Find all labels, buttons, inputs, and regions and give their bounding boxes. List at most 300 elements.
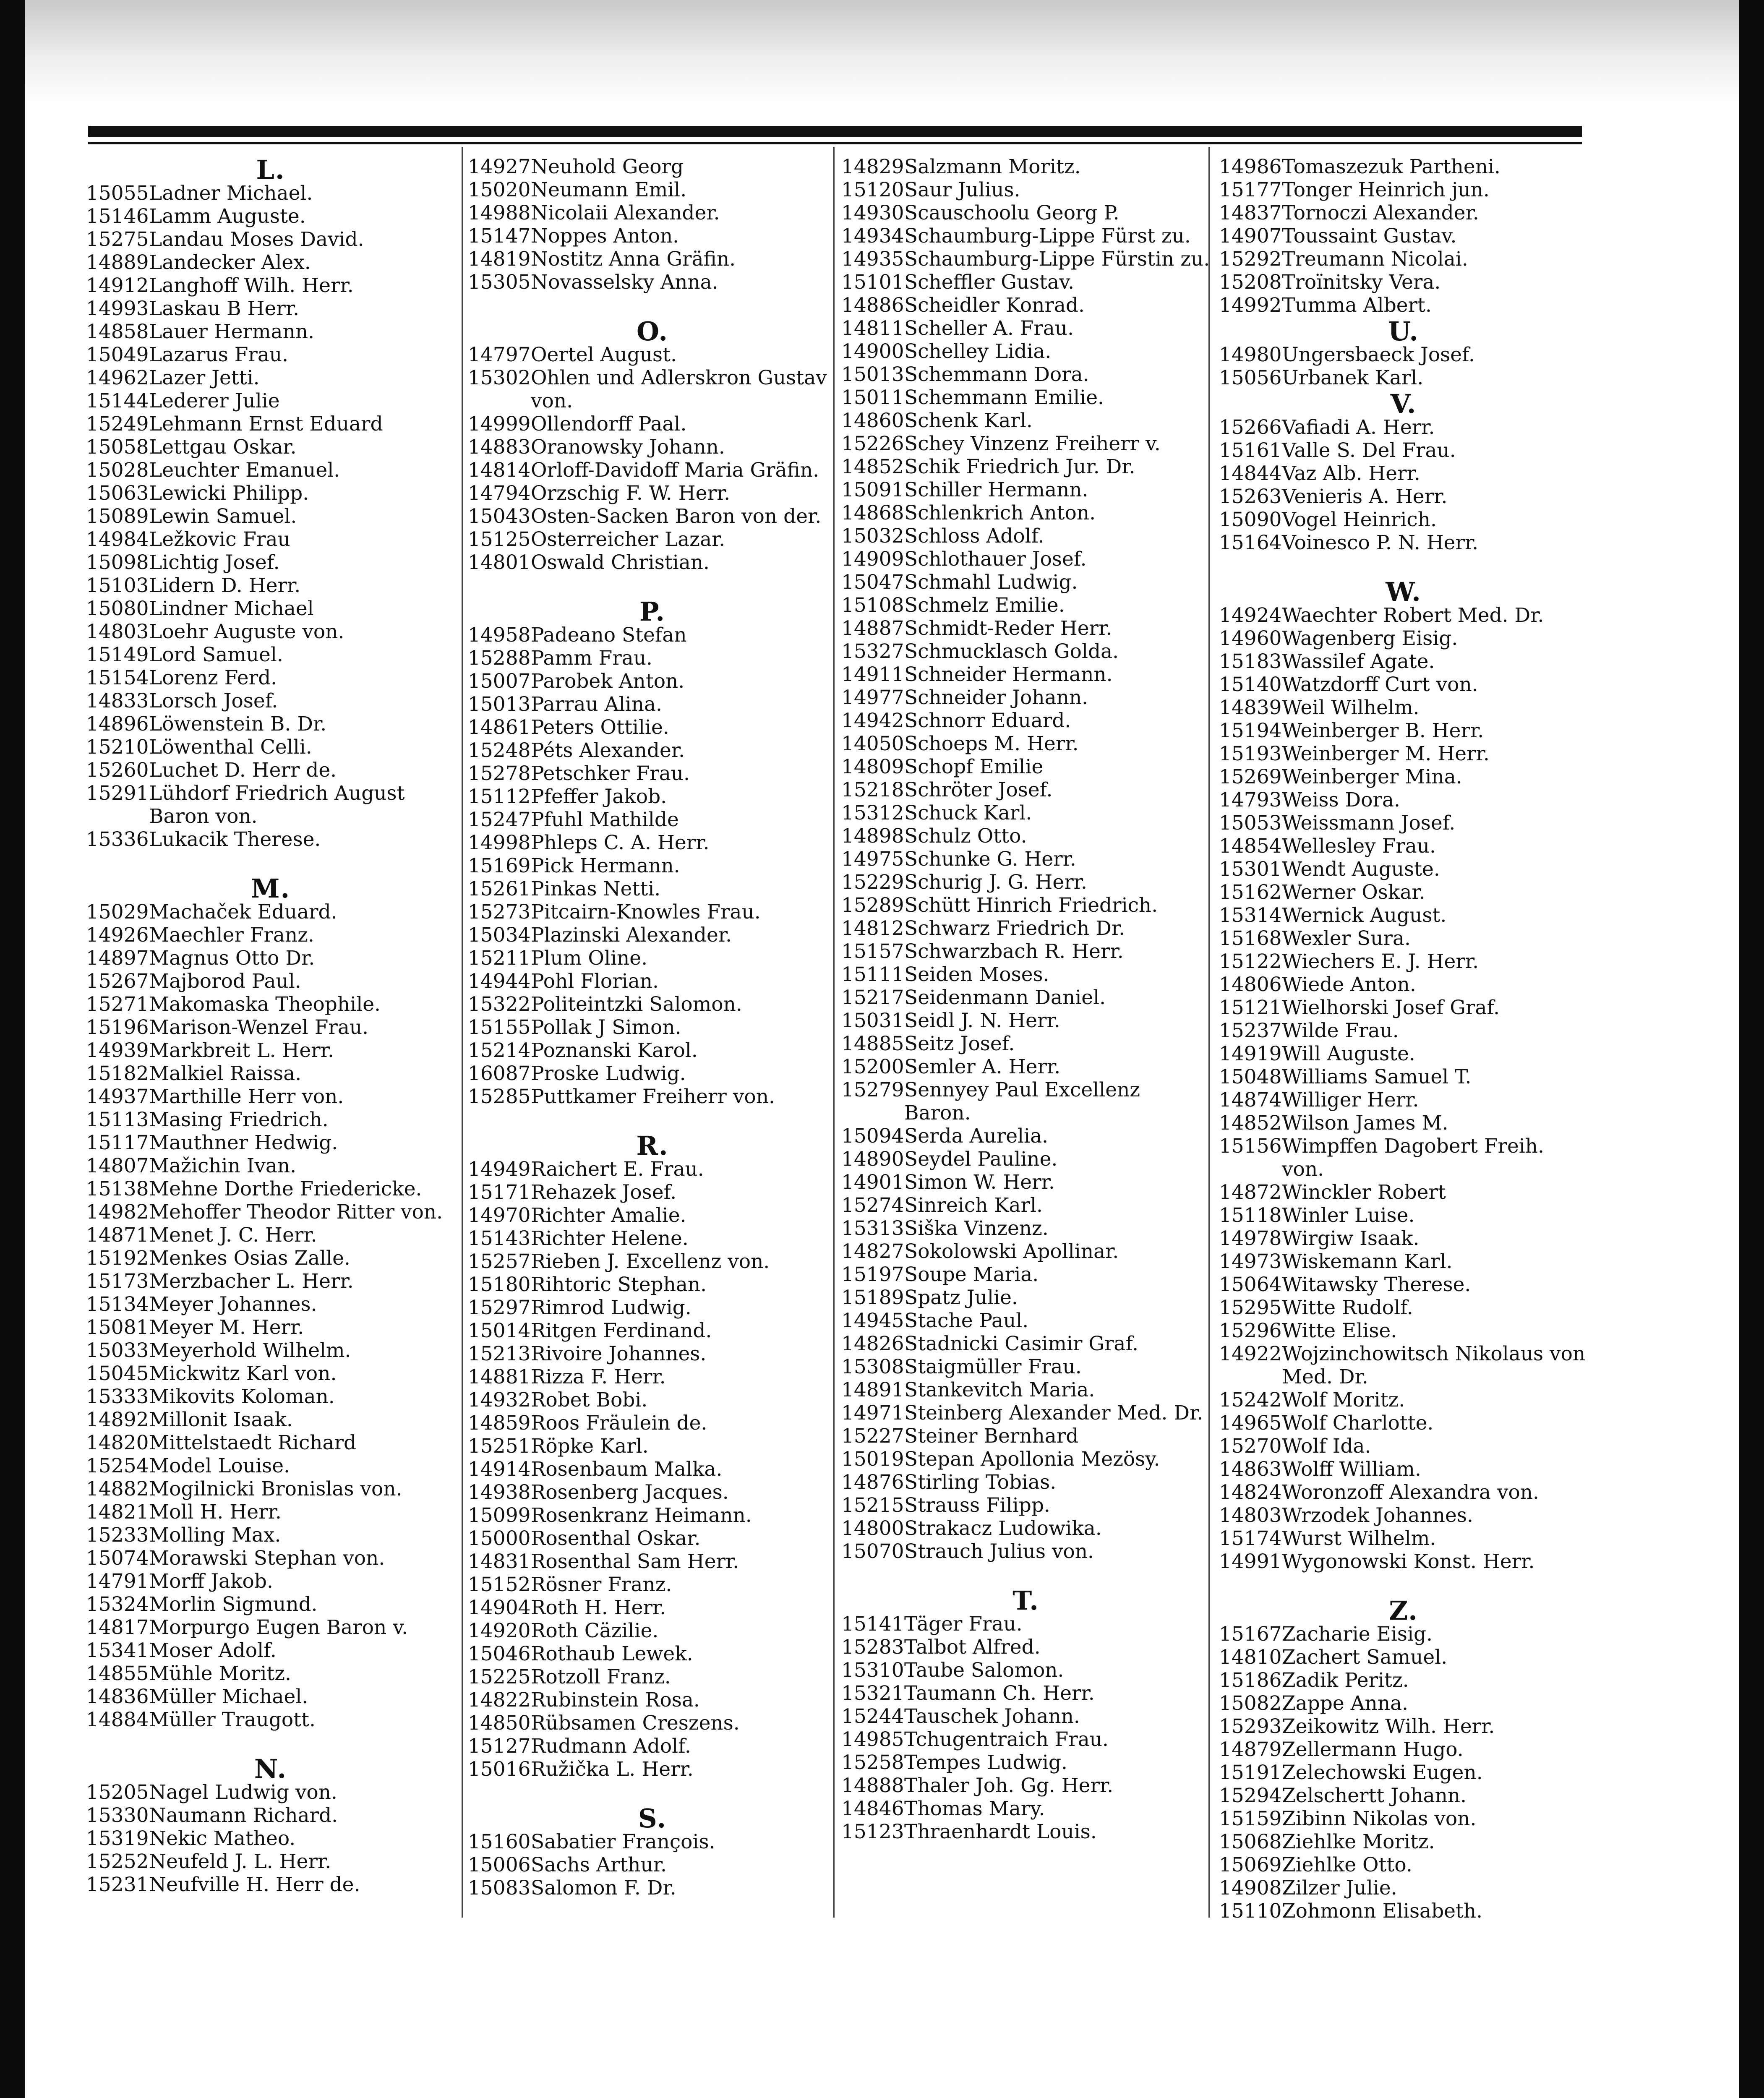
directory-entry <box>468 528 837 551</box>
directory-entry <box>841 1148 1211 1171</box>
directory-entry <box>86 1108 455 1131</box>
directory-entry <box>841 917 1211 940</box>
entry-number: 14809 <box>841 755 904 778</box>
section-letter-heading: U. <box>1388 316 1419 347</box>
directory-entry <box>86 1131 455 1154</box>
directory-entry <box>86 366 455 389</box>
entry-name: Zachert Samuel. <box>1282 1646 1448 1669</box>
entry-name: Schey Vinzenz Freiherr v. <box>904 432 1161 455</box>
directory-entry <box>86 900 455 924</box>
entry-number: 14890 <box>841 1148 904 1171</box>
directory-entry <box>468 1619 837 1642</box>
page-top-shading <box>25 0 1739 105</box>
entry-number: 14793 <box>1219 788 1282 812</box>
directory-entry <box>86 1685 455 1708</box>
entry-number: 15032 <box>841 524 904 548</box>
entry-number: 15205 <box>86 1781 149 1804</box>
entry-number: 14871 <box>86 1224 149 1247</box>
directory-entry <box>468 947 837 970</box>
directory-entry <box>468 762 837 785</box>
entry-name: Zadik Peritz. <box>1282 1669 1409 1692</box>
entry-number: 14999 <box>468 412 531 436</box>
entry-name: Mogilnicki Bronislas von. <box>149 1477 402 1500</box>
entry-name: Voinesco P. N. Herr. <box>1282 531 1479 554</box>
entry-number: 15014 <box>468 1319 531 1342</box>
entry-number: 15237 <box>1219 1019 1282 1042</box>
entry-number: 14882 <box>86 1477 149 1500</box>
entry-name: Landau Moses David. <box>149 228 364 251</box>
entry-number: 15197 <box>841 1263 904 1286</box>
entry-name: Schmelz Emilie. <box>904 594 1065 617</box>
entry-number: 15138 <box>86 1177 149 1200</box>
entry-name: Robet Bobi. <box>531 1388 648 1412</box>
entry-name: Troïnitsky Vera. <box>1282 271 1441 294</box>
entry-name: Winckler Robert <box>1282 1181 1446 1204</box>
entry-number: 14934 <box>841 224 904 248</box>
entry-number: 14820 <box>86 1431 149 1454</box>
directory-entry <box>1219 1761 1588 1784</box>
entry-name: Morpurgo Eugen Baron v. <box>149 1616 408 1639</box>
entry-name: Majborod Paul. <box>149 970 301 993</box>
directory-entry <box>841 848 1211 871</box>
entry-number: 15312 <box>841 801 904 825</box>
entry-number: 15321 <box>841 1682 904 1705</box>
entry-name: Roth H. Herr. <box>531 1596 666 1619</box>
entry-name: Vafiadi A. Herr. <box>1282 416 1435 439</box>
directory-entry <box>468 1273 837 1296</box>
entry-number: 15069 <box>1219 1853 1282 1876</box>
directory-entry <box>86 1016 455 1039</box>
entry-number: 14977 <box>841 686 904 709</box>
directory-entry <box>841 1682 1211 1705</box>
entry-number: 15068 <box>1219 1830 1282 1853</box>
entry-number: 15006 <box>468 1853 531 1876</box>
entry-number: 15242 <box>1219 1388 1282 1412</box>
directory-entry <box>86 689 455 712</box>
entry-name: Rehazek Josef. <box>531 1181 677 1204</box>
directory-entry <box>468 1830 837 1853</box>
entry-name: Oranowsky Johann. <box>531 436 725 459</box>
directory-entry <box>86 1616 455 1639</box>
entry-number: 15125 <box>468 528 531 551</box>
directory-entry <box>86 759 455 782</box>
entry-name: Rubinstein Rosa. <box>531 1688 700 1712</box>
entry-name: Zelschertt Johann. <box>1282 1784 1467 1807</box>
entry-number: 14822 <box>468 1688 531 1712</box>
entry-name: Stirling Tobias. <box>904 1471 1057 1494</box>
directory-entry <box>1219 973 1588 996</box>
entry-name: Serda Aurelia. <box>904 1125 1049 1148</box>
entry-number: 14814 <box>468 459 531 482</box>
directory-entry <box>468 1016 837 1039</box>
entry-name: Ritgen Ferdinand. <box>531 1319 712 1342</box>
entry-number: 15225 <box>468 1665 531 1688</box>
entry-number: 15000 <box>468 1527 531 1550</box>
entry-number: 14889 <box>86 251 149 274</box>
entry-number: 15074 <box>86 1547 149 1570</box>
directory-entry <box>1219 1388 1588 1412</box>
entry-number: 14962 <box>86 366 149 389</box>
entry-number: 15333 <box>86 1385 149 1408</box>
entry-number: 15310 <box>841 1659 904 1682</box>
entry-name: Neufville H. Herr de. <box>149 1873 360 1896</box>
entry-name: Schurig J. G. Herr. <box>904 871 1087 894</box>
directory-entry <box>841 1728 1211 1751</box>
directory-entry <box>468 970 837 993</box>
directory-entry <box>841 1820 1211 1843</box>
entry-name: Molling Max. <box>149 1524 281 1547</box>
entry-number: 14932 <box>468 1388 531 1412</box>
directory-entry <box>1219 1319 1588 1342</box>
directory-entry <box>86 1524 455 1547</box>
entry-number: 14791 <box>86 1570 149 1593</box>
entry-number: 15160 <box>468 1830 531 1853</box>
entry-name: Taube Salomon. <box>904 1659 1064 1682</box>
entry-number: 15081 <box>86 1316 149 1339</box>
entry-number: 15058 <box>86 436 149 459</box>
directory-entry <box>86 1454 455 1477</box>
entry-name: Morlin Sigmund. <box>149 1593 318 1616</box>
entry-name: Zellermann Hugo. <box>1282 1738 1464 1761</box>
directory-column-2 <box>468 155 837 1900</box>
directory-entry <box>1219 1784 1588 1807</box>
directory-entry <box>86 1154 455 1177</box>
header-rule-thin <box>88 142 1582 144</box>
directory-entry <box>841 940 1211 963</box>
entry-number: 15007 <box>468 670 531 693</box>
entry-number: 14817 <box>86 1616 149 1639</box>
directory-entry <box>841 548 1211 571</box>
directory-entry <box>86 528 455 551</box>
directory-entry <box>841 478 1211 501</box>
directory-entry <box>1219 719 1588 742</box>
entry-name: Schenk Karl. <box>904 409 1033 432</box>
entry-number: 14846 <box>841 1797 904 1820</box>
directory-entry <box>841 755 1211 778</box>
directory-entry <box>1219 248 1588 271</box>
entry-name: Petschker Frau. <box>531 762 690 785</box>
directory-entry <box>468 1712 837 1735</box>
directory-entry <box>86 1339 455 1362</box>
entry-number: 14811 <box>841 317 904 340</box>
entry-name: Sachs Arthur. <box>531 1853 667 1876</box>
directory-entry <box>468 248 837 271</box>
entry-name: Rudmann Adolf. <box>531 1735 691 1758</box>
entry-number: 14800 <box>841 1517 904 1540</box>
directory-entry <box>1219 1900 1588 1923</box>
directory-entry <box>468 739 837 762</box>
entry-name: Wellesley Frau. <box>1282 835 1436 858</box>
entry-name: Wiechers E. J. Herr. <box>1282 950 1479 973</box>
directory-entry <box>841 617 1211 640</box>
entry-number: 14881 <box>468 1365 531 1388</box>
directory-entry <box>841 409 1211 432</box>
directory-entry <box>841 178 1211 201</box>
entry-number: 16087 <box>468 1062 531 1085</box>
entry-name: Tomaszezuk Partheni. <box>1282 155 1500 178</box>
entry-number: 14831 <box>468 1550 531 1573</box>
entry-name: Stepan Apollonia Mezösy. <box>904 1448 1160 1471</box>
entry-name: Soupe Maria. <box>904 1263 1039 1286</box>
entry-number: 15101 <box>841 271 904 294</box>
entry-name: Meyerhold Wilhelm. <box>149 1339 351 1362</box>
directory-entry <box>1219 996 1588 1019</box>
entry-name: Morawski Stephan von. <box>149 1547 385 1570</box>
entry-number: 14886 <box>841 294 904 317</box>
entry-name: Schiller Hermann. <box>904 478 1088 501</box>
entry-number: 15029 <box>86 900 149 924</box>
entry-name: Ollendorff Paal. <box>531 412 687 436</box>
entry-name: Mickwitz Karl von. <box>149 1362 337 1385</box>
entry-number: 15157 <box>841 940 904 963</box>
entry-number: 15110 <box>1219 1900 1282 1923</box>
directory-entry <box>468 1412 837 1435</box>
directory-entry <box>1219 366 1588 389</box>
directory-entry <box>86 782 455 828</box>
entry-number: 15099 <box>468 1504 531 1527</box>
section-letter-heading: V. <box>1390 389 1417 419</box>
directory-entry <box>841 248 1211 271</box>
entry-name: Mikovits Koloman. <box>149 1385 335 1408</box>
entry-number: 15215 <box>841 1494 904 1517</box>
entry-number: 14993 <box>86 297 149 320</box>
section-letter-heading: M. <box>251 873 291 904</box>
directory-entry <box>841 363 1211 386</box>
entry-name: Zelechowski Eugen. <box>1282 1761 1483 1784</box>
entry-number: 15055 <box>86 182 149 205</box>
entry-number: 15294 <box>1219 1784 1282 1807</box>
section-gap <box>468 574 837 597</box>
entry-name: Wolf Charlotte. <box>1282 1412 1434 1435</box>
entry-name: Steinberg Alexander Med. Dr. <box>904 1401 1203 1425</box>
entry-number: 15254 <box>86 1454 149 1477</box>
directory-entry <box>1219 1830 1588 1853</box>
entry-name: Lord Samuel. <box>149 643 283 666</box>
entry-number: 15285 <box>468 1085 531 1108</box>
entry-number: 14988 <box>468 201 531 224</box>
directory-entry <box>86 1247 455 1270</box>
directory-entry <box>468 1758 837 1781</box>
entry-number: 14836 <box>86 1685 149 1708</box>
entry-number: 15103 <box>86 574 149 597</box>
directory-entry <box>468 224 837 248</box>
entry-name: Tauschek Johann. <box>904 1705 1080 1728</box>
entry-number: 15322 <box>468 993 531 1016</box>
entry-name: Seidl J. N. Herr. <box>904 1009 1060 1032</box>
directory-entry <box>468 551 837 574</box>
entry-name: Rimrod Ludwig. <box>531 1296 692 1319</box>
directory-entry <box>1219 1550 1588 1573</box>
entry-name: Pfeffer Jakob. <box>531 785 667 808</box>
entry-name: Stankevitch Maria. <box>904 1378 1095 1401</box>
directory-entry <box>86 1873 455 1896</box>
directory-entry <box>86 666 455 689</box>
entry-name: Landecker Alex. <box>149 251 311 274</box>
directory-entry <box>86 1408 455 1431</box>
directory-entry <box>1219 1853 1588 1876</box>
entry-number: 15279 <box>841 1078 904 1101</box>
entry-name: Tempes Ludwig. <box>904 1751 1067 1774</box>
section-gap <box>86 851 455 874</box>
entry-number: 15019 <box>841 1448 904 1471</box>
entry-name: Lidern D. Herr. <box>149 574 301 597</box>
directory-entry <box>841 778 1211 801</box>
entry-number: 15301 <box>1219 858 1282 881</box>
entry-number: 15120 <box>841 178 904 201</box>
entry-number: 15031 <box>841 1009 904 1032</box>
section-letter-heading: N. <box>254 1754 287 1784</box>
entry-number: 15217 <box>841 986 904 1009</box>
directory-entry <box>841 1240 1211 1263</box>
directory-entry <box>1219 439 1588 462</box>
entry-name: Müller Michael. <box>149 1685 308 1708</box>
entry-name: Wiskemann Karl. <box>1282 1250 1453 1273</box>
entry-number: 14855 <box>86 1662 149 1685</box>
directory-entry <box>841 871 1211 894</box>
entry-name: Plazinski Alexander. <box>531 924 732 947</box>
entry-name: Rotzoll Franz. <box>531 1665 671 1688</box>
entry-number: 14812 <box>841 917 904 940</box>
entry-name: Neuhold Georg <box>531 155 684 178</box>
directory-entry <box>841 340 1211 363</box>
directory-entry <box>1219 1088 1588 1112</box>
scan-border-right <box>1739 0 1764 2098</box>
directory-entry <box>468 924 837 947</box>
entry-name: Scheffler Gustav. <box>904 271 1075 294</box>
entry-name: Noppes Anton. <box>531 224 679 248</box>
directory-entry <box>841 155 1211 178</box>
entry-name: Siška Vinzenz. <box>904 1217 1049 1240</box>
entry-name: Talbot Alfred. <box>904 1636 1041 1659</box>
entry-number: 14920 <box>468 1619 531 1642</box>
directory-entry <box>468 1876 837 1900</box>
scan-border-left <box>0 0 25 2098</box>
section-gap <box>468 1108 837 1131</box>
section-letter-heading: R. <box>636 1130 669 1161</box>
directory-entry <box>468 1573 837 1596</box>
directory-entry <box>468 1853 837 1876</box>
entry-name: Winler Luise. <box>1282 1204 1415 1227</box>
entry-name: Wexler Sura. <box>1282 927 1411 950</box>
entry-name: Rösner Franz. <box>531 1573 672 1596</box>
entry-number: 15327 <box>841 640 904 663</box>
entry-number: 15292 <box>1219 248 1282 271</box>
directory-entry <box>841 1055 1211 1078</box>
entry-number: 15161 <box>1219 439 1282 462</box>
entry-number: 15226 <box>841 432 904 455</box>
entry-number: 15167 <box>1219 1623 1282 1646</box>
directory-entry <box>86 274 455 297</box>
entry-number: 14892 <box>86 1408 149 1431</box>
entry-number: 15293 <box>1219 1715 1282 1738</box>
directory-entry <box>1219 1019 1588 1042</box>
directory-entry <box>468 178 837 201</box>
directory-column-4 <box>1219 155 1588 1923</box>
directory-entry <box>841 1448 1211 1471</box>
directory-entry <box>468 436 837 459</box>
entry-name: Schelley Lidia. <box>904 340 1052 363</box>
entry-name: Scauschoolu Georg P. <box>904 201 1119 224</box>
entry-name: Ohlen und Adlerskron Gustav von. <box>531 366 827 412</box>
entry-number: 14883 <box>468 436 531 459</box>
entry-name: Proske Ludwig. <box>531 1062 686 1085</box>
entry-number: 14945 <box>841 1309 904 1332</box>
entry-name: Röpke Karl. <box>531 1435 649 1458</box>
entry-name: Naumann Richard. <box>149 1804 338 1827</box>
directory-entry <box>468 1062 837 1085</box>
entry-number: 15308 <box>841 1355 904 1378</box>
entry-number: 15011 <box>841 386 904 409</box>
entry-name: Strauch Julius von. <box>904 1540 1094 1563</box>
entry-number: 15260 <box>86 759 149 782</box>
directory-entry <box>841 1540 1211 1563</box>
entry-number: 15289 <box>841 894 904 917</box>
entry-name: Pick Hermann. <box>531 854 680 877</box>
entry-number: 15182 <box>86 1062 149 1085</box>
entry-name: Mittelstaedt Richard <box>149 1431 357 1454</box>
entry-number: 14801 <box>468 551 531 574</box>
entry-name: Ružička L. Herr. <box>531 1758 694 1781</box>
entry-number: 15227 <box>841 1425 904 1448</box>
entry-name: Spatz Julie. <box>904 1286 1018 1309</box>
entry-number: 15098 <box>86 551 149 574</box>
directory-entry <box>1219 904 1588 927</box>
entry-number: 14050 <box>841 732 904 755</box>
entry-number: 14982 <box>86 1200 149 1224</box>
entry-number: 15313 <box>841 1217 904 1240</box>
entry-name: Ziehlke Moritz. <box>1282 1830 1435 1853</box>
entry-name: Weinberger B. Herr. <box>1282 719 1484 742</box>
entry-number: 15033 <box>86 1339 149 1362</box>
entry-name: Marison-Wenzel Frau. <box>149 1016 369 1039</box>
entry-name: Lindner Michael <box>149 597 314 620</box>
directory-entry <box>86 828 455 851</box>
entry-number: 14803 <box>86 620 149 643</box>
entry-name: Moll H. Herr. <box>149 1500 282 1524</box>
entry-number: 14839 <box>1219 696 1282 719</box>
entry-number: 15091 <box>841 478 904 501</box>
entry-number: 14827 <box>841 1240 904 1263</box>
entry-name: Malkiel Raissa. <box>149 1062 302 1085</box>
entry-name: Rübsamen Creszens. <box>531 1712 740 1735</box>
directory-entry <box>468 1181 837 1204</box>
entry-name: Moser Adolf. <box>149 1639 277 1662</box>
entry-name: Wygonowski Konst. Herr. <box>1282 1550 1535 1573</box>
entry-number: 15108 <box>841 594 904 617</box>
entry-name: Wojzinchowitsch Nikolaus von Med. Dr. <box>1282 1342 1586 1388</box>
directory-entry <box>86 482 455 505</box>
entry-name: Lewicki Philipp. <box>149 482 309 505</box>
entry-name: Lazer Jetti. <box>149 366 260 389</box>
entry-name: Politeintzki Salomon. <box>531 993 742 1016</box>
entry-name: Leuchter Emanuel. <box>149 459 340 482</box>
directory-entry <box>86 1177 455 1200</box>
entry-name: Osten-Sacken Baron von der. <box>531 505 822 528</box>
directory-entry <box>841 1332 1211 1355</box>
section-gap <box>468 294 837 317</box>
entry-name: Meyer M. Herr. <box>149 1316 304 1339</box>
directory-entry <box>468 1039 837 1062</box>
entry-name: Lederer Julie <box>149 389 280 412</box>
directory-entry <box>1219 178 1588 201</box>
directory-entry <box>468 1735 837 1758</box>
entry-number: 15082 <box>1219 1692 1282 1715</box>
entry-number: 15111 <box>841 963 904 986</box>
entry-name: Lorsch Josef. <box>149 689 278 712</box>
entry-name: Richter Helene. <box>531 1227 689 1250</box>
entry-name: Rivoire Johannes. <box>531 1342 707 1365</box>
entry-name: Scheller A. Frau. <box>904 317 1074 340</box>
